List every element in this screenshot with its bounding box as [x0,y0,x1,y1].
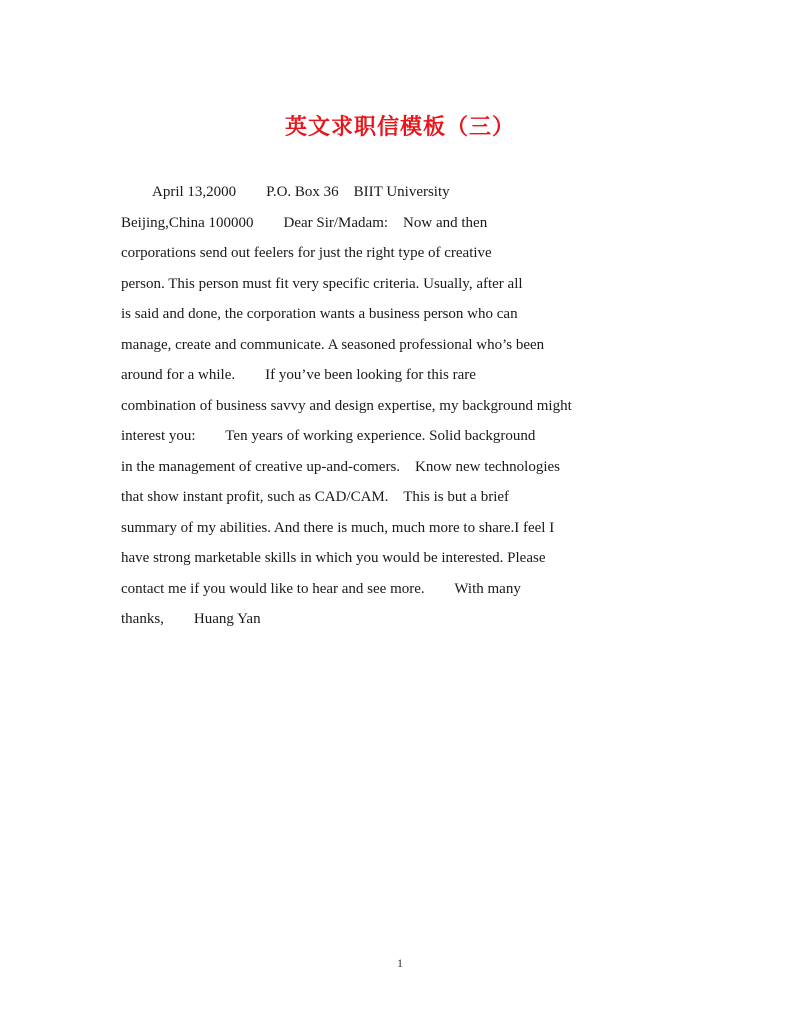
letter-line: summary of my abilities. And there is much, much more to share.I feel I [121,519,555,536]
letter-line: April 13,2000 P.O. Box 36 BIIT University [152,184,450,200]
letter-line: contact me if you would like to hear and see more. With many [121,580,521,597]
letter-line: around for a while. If you’ve been looking for this rare [121,367,476,383]
letter-line: manage, create and communicate. A seasoned professional who’s been [121,336,545,353]
letter-line: person. This person must fit very specific criteria. Usually, after all [121,275,523,292]
letter-line: interest you: Ten years of working experience. Solid background [121,428,536,444]
letter-line: combination of business savvy and design expertise, my background might [121,397,572,414]
letter-line: that show instant profit, such as CAD/CAM. This is but a brief [121,489,510,505]
letter-line: in the management of creative up-and-comers. Know new technologies [121,458,561,475]
letter-body [121,177,681,635]
letter-line: have strong marketable skills in which you would be interested. Please [121,550,546,566]
letter-line: thanks, Huang Yan [121,611,261,627]
letter-line: is said and done, the corporation wants a business person who can [121,306,518,322]
page-number: 1 [397,956,403,970]
document-title: 英文求职信模板（三） [284,114,515,140]
letter-line: Beijing,China 100000 Dear Sir/Madam: Now and then [121,214,488,231]
letter-line: corporations send out feelers for just the right type of creative [121,245,492,261]
